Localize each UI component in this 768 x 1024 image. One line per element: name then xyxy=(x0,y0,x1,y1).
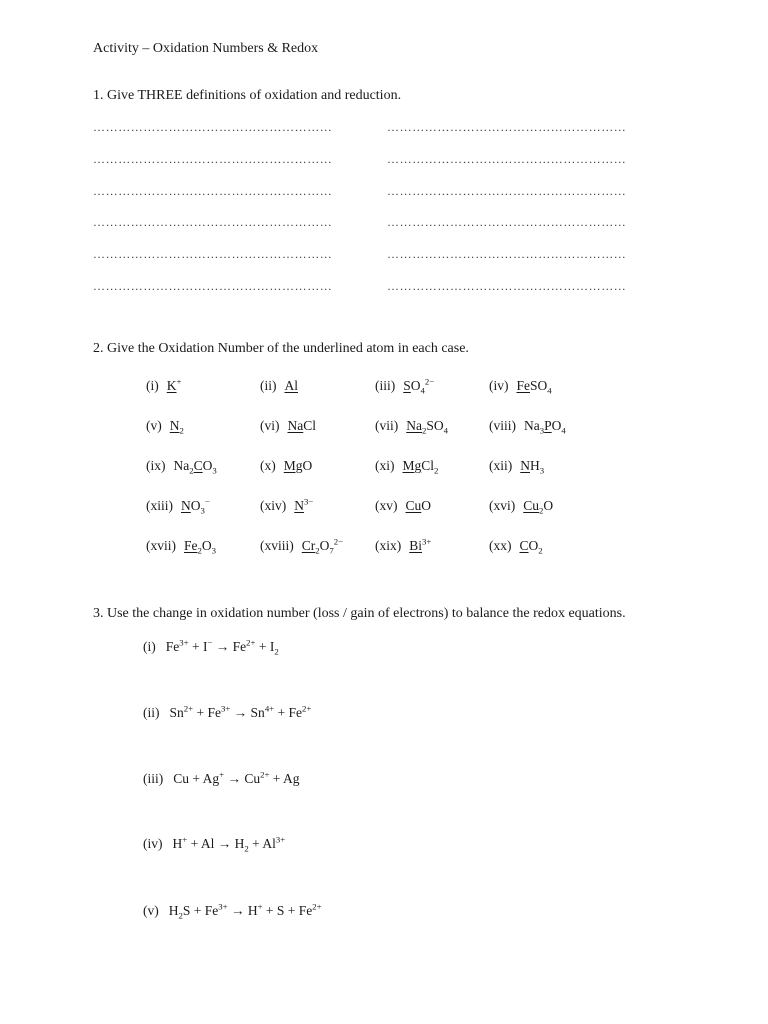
item-number: (xx) xyxy=(489,538,512,553)
question-3: 3. Use the change in oxidation number (loss / gain of electrons) to balance the redox equations. xyxy=(93,606,626,621)
item-formula: MgCl$_2$ xyxy=(402,458,439,476)
equation-number: (ii) xyxy=(143,705,160,720)
answer-dotted-line[interactable]: ………………………………………………… xyxy=(93,247,333,261)
equation-number: (iv) xyxy=(143,836,163,851)
item-formula: $Fe_2O_3$ xyxy=(184,538,217,556)
item-formula: $NH_3$ xyxy=(520,458,545,476)
oxidation-item xyxy=(489,378,552,394)
item-formula: $Na_2CO_3$ xyxy=(173,458,217,476)
item-number: (xi) xyxy=(375,458,395,473)
redox-equation xyxy=(143,771,300,787)
item-number: (ii) xyxy=(260,378,277,393)
item-number: (vi) xyxy=(260,418,280,433)
item-formula: $Na_2SO_4$ xyxy=(406,418,449,436)
oxidation-item xyxy=(146,458,217,474)
oxidation-item xyxy=(146,418,184,434)
item-formula: $Cr_2O_7^{2-}$ xyxy=(301,536,344,556)
answer-dotted-line[interactable]: ………………………………………………… xyxy=(93,184,333,198)
item-number: (xvi) xyxy=(489,498,516,513)
oxidation-item xyxy=(489,538,543,554)
oxidation-item xyxy=(489,458,544,474)
item-number: (xviii) xyxy=(260,538,294,553)
item-number: (viii) xyxy=(489,418,516,433)
redox-equation xyxy=(143,705,311,721)
answer-dotted-line[interactable]: ………………………………………………… xyxy=(387,120,627,134)
item-number: (v) xyxy=(146,418,162,433)
oxidation-item xyxy=(375,378,434,394)
item-formula: $Cu_2O$ xyxy=(523,498,554,516)
item-formula: $Bi^{3+}$ xyxy=(409,536,432,553)
item-formula: MgO xyxy=(283,458,313,473)
item-formula: $CO_2$ xyxy=(519,538,543,556)
equation-number: (v) xyxy=(143,903,159,918)
answer-dotted-line[interactable]: ………………………………………………… xyxy=(387,152,627,166)
oxidation-item xyxy=(260,418,316,434)
item-formula: $Na_3PO_4$ xyxy=(524,418,566,436)
answer-dotted-line[interactable]: ………………………………………………… xyxy=(93,152,333,166)
item-formula: CuO xyxy=(405,498,432,513)
item-number: (xix) xyxy=(375,538,402,553)
oxidation-item xyxy=(260,458,312,474)
equation-formula: $Fe^{3+} + I^- \to Fe^{2+} + I_2$ xyxy=(165,637,279,657)
oxidation-item xyxy=(146,498,210,514)
oxidation-item xyxy=(375,538,431,554)
oxidation-item xyxy=(489,498,553,514)
oxidation-item xyxy=(375,458,438,474)
redox-equation xyxy=(143,903,322,919)
item-number: (xvii) xyxy=(146,538,176,553)
redox-equation xyxy=(143,639,279,655)
equation-formula: $Sn^{2+} + Fe^{3+} \to Sn^{4+} + Fe^{2+}$ xyxy=(169,703,312,720)
item-number: (xiii) xyxy=(146,498,173,513)
item-formula: K+ xyxy=(166,376,182,393)
item-number: (iv) xyxy=(489,378,509,393)
item-number: (ix) xyxy=(146,458,166,473)
question-2: 2. Give the Oxidation Number of the underlined atom in each case. xyxy=(93,341,469,356)
oxidation-item xyxy=(146,538,216,554)
oxidation-item xyxy=(146,378,181,394)
oxidation-item xyxy=(375,418,448,434)
item-formula: NaCl xyxy=(287,418,317,433)
equation-formula: $H_2S + Fe^{3+} \to H^+ + S + Fe^{2+}$ xyxy=(168,901,322,921)
item-formula: $NO_3^-$ xyxy=(181,496,210,516)
equation-number: (i) xyxy=(143,639,156,654)
item-number: (i) xyxy=(146,378,159,393)
item-number: (vii) xyxy=(375,418,399,433)
oxidation-item xyxy=(489,418,566,434)
answer-dotted-line[interactable]: ………………………………………………… xyxy=(387,247,627,261)
redox-equation xyxy=(143,836,285,852)
item-number: (x) xyxy=(260,458,276,473)
equation-formula: $Cu + Ag^+ \to Cu^{2+} + Ag$ xyxy=(173,769,300,786)
answer-dotted-line[interactable]: ………………………………………………… xyxy=(387,279,627,293)
item-formula: $N_2$ xyxy=(169,418,184,436)
answer-dotted-line[interactable]: ………………………………………………… xyxy=(387,215,627,229)
equation-number: (iii) xyxy=(143,771,164,786)
item-number: (iii) xyxy=(375,378,396,393)
question-1: 1. Give THREE definitions of oxidation and reduction. xyxy=(93,88,402,103)
equation-formula: $H^+ + Al \to H_2 + Al^{3+}$ xyxy=(172,834,286,854)
item-formula: FeSO$_4$ xyxy=(516,378,552,396)
item-formula: Al xyxy=(284,378,298,393)
page-title: Activity – Oxidation Numbers & Redox xyxy=(93,41,319,56)
answer-dotted-line[interactable]: ………………………………………………… xyxy=(93,120,333,134)
answer-dotted-line[interactable]: ………………………………………………… xyxy=(93,279,333,293)
oxidation-item xyxy=(260,538,343,554)
answer-dotted-line[interactable]: ………………………………………………… xyxy=(387,184,627,198)
answer-dotted-line[interactable]: ………………………………………………… xyxy=(93,215,333,229)
item-number: (xv) xyxy=(375,498,398,513)
item-number: (xiv) xyxy=(260,498,287,513)
oxidation-item xyxy=(260,378,298,394)
item-number: (xii) xyxy=(489,458,513,473)
oxidation-item xyxy=(375,498,431,514)
item-formula: $N^{3-}$ xyxy=(294,496,314,513)
oxidation-item xyxy=(260,498,313,514)
item-formula: $SO_4^{2-}$ xyxy=(403,376,435,396)
